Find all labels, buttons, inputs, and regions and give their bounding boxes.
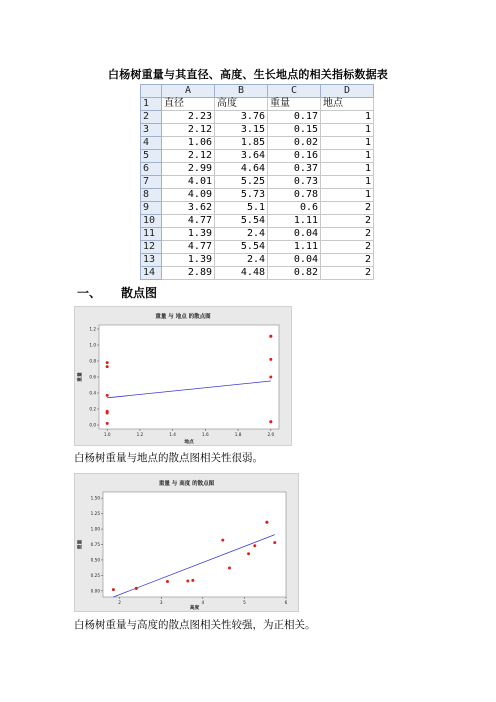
data-point <box>269 335 272 338</box>
row-number: 6 <box>141 163 162 176</box>
row-number: 13 <box>141 254 162 267</box>
data-cell: 0.16 <box>268 150 321 163</box>
x-tick-label: 1.8 <box>234 432 242 437</box>
data-cell: 5.1 <box>215 202 268 215</box>
data-cell: 2 <box>321 215 374 228</box>
sheet-row <box>141 137 374 150</box>
data-point <box>186 579 189 582</box>
y-axis-label: 重量 <box>78 372 83 382</box>
sheet-row <box>141 267 374 280</box>
data-cell: 5.25 <box>215 176 268 189</box>
data-cell: 1 <box>321 137 374 150</box>
data-cell: 2.89 <box>162 267 215 280</box>
data-point <box>106 411 109 414</box>
chart-title: 重量 与 高度 的散点图 <box>158 481 215 487</box>
y-tick-label: 0.25 <box>90 572 100 578</box>
y-tick-label: 1.00 <box>90 526 100 532</box>
data-cell: 4.01 <box>162 176 215 189</box>
data-cell: 0.17 <box>268 111 321 124</box>
row-number: 5 <box>141 150 162 163</box>
data-cell: 1 <box>321 189 374 202</box>
y-tick-label: 0.2 <box>89 406 96 412</box>
data-cell: 4.48 <box>215 267 268 280</box>
data-point <box>273 541 276 544</box>
y-tick-label: 1.25 <box>90 511 100 517</box>
data-cell: 2.4 <box>215 228 268 241</box>
data-cell: 3.62 <box>162 202 215 215</box>
data-cell: 1 <box>321 150 374 163</box>
caption-weight-height: 白杨树重量与高度的散点图相关性较强，为正相关。 <box>74 619 316 631</box>
sheet-row <box>141 163 374 176</box>
x-tick-label: 1.6 <box>202 432 209 437</box>
scatter-chart-weight-vs-height <box>74 473 299 612</box>
data-cell: 1 <box>321 124 374 137</box>
section-title: 散点图 <box>121 286 158 300</box>
y-tick-label: 0.75 <box>90 542 100 547</box>
x-tick-label: 1.4 <box>169 432 176 437</box>
data-point <box>106 422 109 425</box>
row-number: 9 <box>141 202 162 215</box>
data-cell: 5.73 <box>215 189 268 202</box>
data-cell: 1 <box>321 111 374 124</box>
scatter-chart-weight-vs-location <box>74 306 292 446</box>
row-number: 3 <box>141 124 162 137</box>
data-cell: 3.76 <box>215 111 268 124</box>
data-point <box>265 521 268 524</box>
data-cell: 0.15 <box>268 124 321 137</box>
column-name-cell: 地点 <box>321 98 374 111</box>
sheet-body <box>141 98 374 280</box>
row-number: 1 <box>141 98 162 111</box>
data-cell: 1.11 <box>268 215 321 228</box>
y-tick-label: 0.6 <box>89 374 96 380</box>
x-tick-label: 4 <box>201 600 205 605</box>
data-cell: 1.39 <box>162 254 215 267</box>
data-cell: 0.82 <box>268 267 321 280</box>
data-point <box>247 552 250 555</box>
data-cell: 5.54 <box>215 241 268 254</box>
data-cell: 1 <box>321 176 374 189</box>
x-tick-label: 6 <box>284 600 288 605</box>
data-cell: 0.6 <box>268 202 321 215</box>
data-point <box>228 566 231 569</box>
data-cell: 2 <box>321 202 374 215</box>
data-point <box>269 420 272 423</box>
y-axis-label: 重量 <box>78 539 83 550</box>
data-cell: 2.12 <box>162 124 215 137</box>
row-number: 7 <box>141 176 162 189</box>
data-cell: 0.02 <box>268 137 321 150</box>
column-header-row <box>141 85 374 98</box>
sheet-row <box>141 254 374 267</box>
chart-svg <box>75 307 291 445</box>
data-cell: 0.78 <box>268 189 321 202</box>
data-point <box>106 361 109 364</box>
data-point <box>191 579 194 582</box>
column-header-d: D <box>321 85 374 98</box>
y-tick-label: 0.00 <box>90 588 100 594</box>
data-cell: 0.04 <box>268 254 321 267</box>
data-cell: 4.77 <box>162 215 215 228</box>
row-number: 14 <box>141 267 162 280</box>
data-cell: 3.15 <box>215 124 268 137</box>
sheet-row <box>141 176 374 189</box>
column-name-cell: 高度 <box>215 98 268 111</box>
data-cell: 1.85 <box>215 137 268 150</box>
data-cell: 4.64 <box>215 163 268 176</box>
data-point <box>106 394 109 397</box>
sheet-row <box>141 189 374 202</box>
data-cell: 4.09 <box>162 189 215 202</box>
data-cell: 1.06 <box>162 137 215 150</box>
corner-cell <box>141 85 162 98</box>
data-point <box>106 365 109 368</box>
row-number: 2 <box>141 111 162 124</box>
sheet-row <box>141 215 374 228</box>
data-cell: 2.99 <box>162 163 215 176</box>
plot-area <box>103 492 286 597</box>
data-spreadsheet <box>140 84 374 280</box>
data-cell: 2 <box>321 228 374 241</box>
sheet-row <box>141 111 374 124</box>
data-cell: 0.37 <box>268 163 321 176</box>
x-tick-label: 3 <box>159 600 163 605</box>
caption-weight-location: 白杨树重量与地点的散点图相关性很弱。 <box>74 452 263 464</box>
data-point <box>269 376 272 379</box>
chart-svg <box>75 474 298 611</box>
data-point <box>269 358 272 361</box>
data-cell: 2.23 <box>162 111 215 124</box>
y-tick-label: 0.8 <box>89 358 96 364</box>
column-header-c: C <box>268 85 321 98</box>
y-tick-label: 1.0 <box>89 342 96 348</box>
data-cell: 3.64 <box>215 150 268 163</box>
x-tick-label: 2 <box>118 600 121 605</box>
y-tick-label: 0.50 <box>90 557 100 563</box>
x-tick-label: 1.0 <box>103 432 111 437</box>
sheet-row <box>141 150 374 163</box>
row-number: 12 <box>141 241 162 254</box>
x-axis-label: 高度 <box>189 606 200 611</box>
plot-area <box>99 325 279 429</box>
row-number: 8 <box>141 189 162 202</box>
data-cell: 2.4 <box>215 254 268 267</box>
column-header-b: B <box>215 85 268 98</box>
data-cell: 2 <box>321 241 374 254</box>
section-heading <box>77 284 157 301</box>
x-tick-label: 1.2 <box>136 432 144 437</box>
y-tick-label: 0.0 <box>89 422 96 428</box>
data-cell: 1.11 <box>268 241 321 254</box>
data-point <box>221 539 224 542</box>
y-tick-label: 1.50 <box>90 495 100 501</box>
data-point <box>166 580 169 583</box>
x-tick-label: 5 <box>243 600 246 605</box>
data-cell: 1 <box>321 163 374 176</box>
sheet-row <box>141 124 374 137</box>
data-cell: 2 <box>321 267 374 280</box>
data-cell: 2.12 <box>162 150 215 163</box>
column-name-cell: 直径 <box>162 98 215 111</box>
data-cell: 4.77 <box>162 241 215 254</box>
sheet-row <box>141 241 374 254</box>
sheet-row <box>141 228 374 241</box>
sheet-row <box>141 98 374 111</box>
data-point <box>253 544 256 547</box>
y-tick-label: 0.4 <box>89 390 96 396</box>
column-header-a: A <box>162 85 215 98</box>
data-cell: 5.54 <box>215 215 268 228</box>
data-cell: 2 <box>321 254 374 267</box>
row-number: 4 <box>141 137 162 150</box>
x-axis-label: 地点 <box>184 440 194 445</box>
chart-title: 重量 与 地点 的散点图 <box>155 314 211 320</box>
data-point <box>112 588 115 591</box>
y-tick-label: 1.2 <box>89 326 96 332</box>
data-cell: 0.73 <box>268 176 321 189</box>
data-cell: 1.39 <box>162 228 215 241</box>
document-title: 白杨树重量与其直径、高度、生长地点的相关指标数据表 <box>108 68 388 81</box>
row-number: 11 <box>141 228 162 241</box>
section-number: 一、 <box>77 286 102 300</box>
x-tick-label: 2.0 <box>267 432 275 437</box>
data-cell: 0.04 <box>268 228 321 241</box>
data-point <box>135 587 138 590</box>
sheet-row <box>141 202 374 215</box>
column-name-cell: 重量 <box>268 98 321 111</box>
row-number: 10 <box>141 215 162 228</box>
